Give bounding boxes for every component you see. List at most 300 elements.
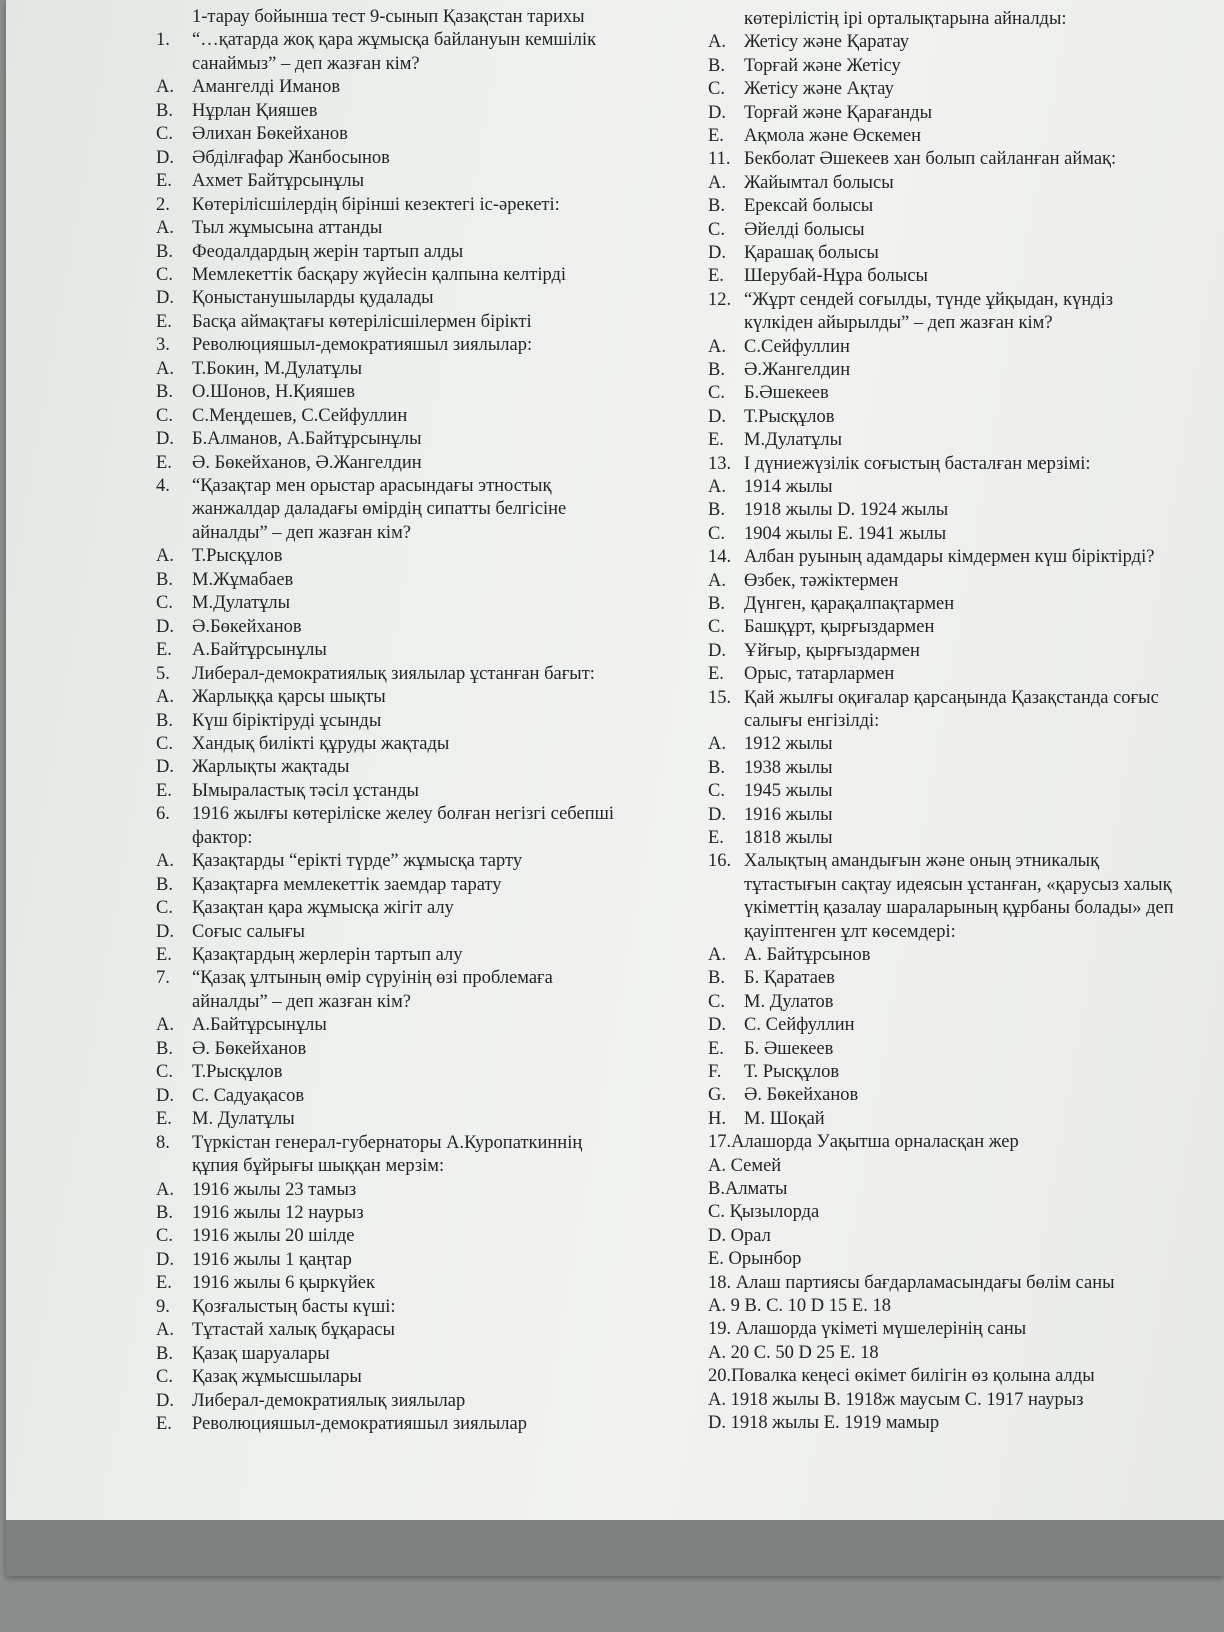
left-column-line — [156, 53, 420, 75]
right-column-line — [708, 1131, 1019, 1153]
item-text: Орыс, татарлармен — [744, 664, 895, 685]
left-column-line — [156, 1179, 356, 1201]
right-column-line — [708, 1412, 939, 1434]
item-label: D. — [708, 1015, 726, 1036]
item-label: A. — [708, 570, 726, 591]
item-text: Либерал-демократиялық зиялылар ұстанған бағыт: — [192, 663, 595, 684]
item-text: Ә.Бөкейханов — [192, 616, 302, 637]
right-column-line — [708, 102, 932, 124]
item-text: Т. Рысқұлов — [744, 1062, 840, 1082]
right-column-line — [708, 1155, 781, 1177]
item-text: Жетісу және Қаратау — [744, 32, 910, 53]
right-column-line — [708, 172, 894, 194]
item-label: B. — [708, 757, 725, 778]
item-text: М.Дулатұлы — [192, 593, 291, 614]
right-column-line — [708, 195, 873, 217]
item-text: санаймыз” – деп жазған кім? — [192, 53, 420, 74]
item-text: Т.Рысқұлов — [192, 1062, 283, 1083]
right-column-line — [708, 523, 946, 545]
left-column-line — [156, 803, 614, 825]
left-column-line — [156, 264, 566, 286]
right-column-line — [708, 804, 833, 826]
left-column-line — [156, 428, 422, 450]
left-column-line — [156, 967, 553, 989]
left-column-line — [156, 1413, 527, 1435]
item-text: 1916 жылы 12 наурыз — [192, 1202, 364, 1223]
item-text: А.Байтұрсынұлы — [192, 640, 327, 661]
right-column-line — [708, 757, 833, 779]
left-column-line — [156, 1272, 375, 1294]
item-label: A. — [708, 477, 726, 497]
item-label: A. — [708, 336, 726, 357]
item-text: Күш біріктіруді ұсынды — [192, 710, 382, 731]
item-label: D. — [156, 288, 174, 309]
item-text: 18. Алаш партиясы бағдарламасындағы бөлім саны — [708, 1272, 1115, 1293]
item-label: A. — [156, 1179, 174, 1200]
left-column-line — [156, 1061, 282, 1083]
item-label: B. — [708, 55, 725, 76]
left-column-line — [156, 1108, 295, 1130]
right-column-line — [708, 336, 850, 358]
right-column-line — [708, 967, 835, 989]
item-text: Ә.Жангелдин — [744, 360, 851, 380]
item-text: Өзбек, тәжіктермен — [744, 570, 899, 591]
left-column-line — [156, 874, 502, 896]
item-label: C. — [156, 1367, 173, 1388]
item-text: Бекболат Әшекеев хан болып сайланған аймақ: — [744, 149, 1117, 170]
item-text: Революцияшыл-демократияшыл зиялылар: — [192, 335, 533, 356]
right-column-line — [708, 1318, 1026, 1340]
item-text: 1916 жылғы көтеріліске желеу болған негізгі себепші — [192, 804, 614, 825]
right-column-line — [708, 616, 934, 638]
item-text: 1818 жылы — [744, 828, 833, 848]
item-label: E. — [708, 664, 724, 685]
item-text: Т.Бокин, М.Дулатұлы — [192, 358, 363, 379]
item-text: “…қатарда жоқ қара жұмысқа байлануын кемшілік — [192, 30, 597, 51]
left-column-line — [156, 897, 454, 919]
item-label: H. — [708, 1108, 726, 1129]
item-label: A. — [708, 32, 726, 53]
item-text: Әбділғафар Жанбосынов — [192, 147, 390, 168]
item-text: 1916 жылы 6 қыркүйек — [192, 1273, 376, 1294]
item-text: Ахмет Байтұрсынұлы — [192, 171, 365, 192]
item-label: D. — [708, 406, 726, 427]
right-column-line — [708, 827, 833, 849]
item-text: қауіптенген ұлт көсемдері: — [744, 921, 956, 942]
item-text: Көтерілісшілердің бірінші кезектегі іс-әрекеті: — [192, 194, 560, 215]
item-text: Ә. Бөкейханов — [192, 1038, 307, 1059]
item-label: E. — [708, 828, 724, 848]
left-column-line — [156, 616, 302, 638]
right-column-line — [708, 1038, 833, 1060]
item-text: Тұтастай халық бұқарасы — [192, 1320, 395, 1341]
left-column-line — [156, 850, 522, 872]
right-column-line — [708, 640, 920, 662]
item-label: C. — [708, 617, 725, 638]
item-text: Жетісу және Ақтау — [744, 79, 894, 100]
item-text: үкіметтің қазалау шараларының құрбаны болады» деп — [744, 898, 1174, 919]
left-column-line — [156, 287, 434, 309]
item-label: B. — [156, 1202, 173, 1223]
item-label: E. — [156, 780, 172, 801]
item-text: Жарлықты жақтады — [192, 757, 350, 778]
item-text: Б. Әшекеев — [744, 1038, 834, 1059]
left-column-line — [156, 827, 252, 849]
item-label: D. — [708, 102, 726, 123]
item-label: E. — [156, 1414, 172, 1434]
item-text: “Жұрт сендей соғылды, түнде ұйқыдан, күндіз — [744, 289, 1114, 310]
right-column-line — [708, 125, 921, 147]
right-column-line — [708, 1061, 839, 1083]
item-text: айналды” – деп жазған кім? — [192, 991, 411, 1012]
item-text: Шерубай-Нұра болысы — [744, 266, 928, 287]
right-column-line — [708, 499, 948, 521]
item-label: B. — [708, 968, 725, 989]
item-label: 1. — [156, 30, 170, 51]
item-text: Ә. Бөкейханов — [744, 1085, 859, 1106]
right-column-line — [708, 219, 865, 241]
left-column-line — [156, 733, 449, 755]
item-text: Қазақтардың жерлерін тартып алу — [192, 945, 463, 965]
item-text: көтерілістің ірі орталықтарына айналды: — [744, 9, 1067, 29]
item-label: G. — [708, 1085, 726, 1106]
item-label: C. — [708, 991, 725, 1012]
item-label: 12. — [708, 289, 732, 310]
right-column-line — [708, 897, 1174, 919]
item-text: Нұрлан Қияшев — [192, 100, 318, 121]
item-label: D. — [708, 640, 726, 661]
item-text: 19. Алашорда үкіметі мүшелерінің саны — [708, 1319, 1027, 1340]
item-text: фактор: — [192, 827, 253, 848]
item-text: A. Семей — [708, 1155, 782, 1176]
right-column-line — [708, 78, 894, 100]
item-text: “Қазақтар мен орыстар арасындағы этностық — [192, 476, 552, 496]
item-label: E. — [156, 945, 172, 965]
item-text: тұтастығын сақтау идеясын ұстанған, «қарусыз халық — [744, 874, 1172, 895]
item-label: A. — [156, 1320, 174, 1341]
left-column-line — [156, 170, 364, 192]
item-text: Қазақ шаруалары — [192, 1343, 330, 1364]
item-label: A. — [708, 734, 726, 755]
left-column-line — [156, 1366, 362, 1388]
item-label: C. — [708, 383, 725, 404]
item-label: E. — [156, 171, 172, 192]
item-label: C. — [708, 79, 725, 100]
item-label: E. — [708, 126, 724, 146]
item-text: А.Байтұрсынұлы — [192, 1015, 327, 1036]
item-label: E. — [708, 430, 724, 451]
right-column-line — [708, 148, 1116, 170]
left-column-line — [156, 358, 362, 380]
item-text: М. Дулатов — [744, 991, 834, 1012]
item-text: Жайымтал болысы — [744, 172, 894, 193]
item-text: Басқа аймақтағы көтерілісшілермен бірікті — [192, 311, 532, 332]
left-column-line — [156, 217, 382, 239]
item-text: A. 20 C. 50 D 25 E. 18 — [708, 1342, 879, 1363]
left-column-line — [156, 241, 463, 263]
item-text: Торғай және Жетісу — [744, 55, 901, 76]
item-text: Ерексай болысы — [744, 196, 874, 217]
item-text: 1912 жылы — [744, 734, 833, 755]
item-label: B. — [708, 500, 725, 521]
item-text: Қоныстанушыларды қудалады — [192, 288, 434, 309]
item-text: 1916 жылы 23 тамыз — [192, 1179, 357, 1200]
item-text: Ымыраластық тәсіл ұстанды — [192, 780, 419, 801]
item-label: D. — [156, 147, 174, 168]
item-label: 15. — [708, 687, 732, 708]
item-label: 7. — [156, 968, 170, 989]
item-text: О.Шонов, Н.Қияшев — [192, 382, 355, 403]
right-column-line — [708, 406, 834, 428]
right-column-line — [708, 429, 842, 451]
item-text: Революцияшыл-демократияшыл зиялылар — [192, 1414, 527, 1434]
item-label: A. — [156, 1015, 174, 1036]
item-label: D. — [156, 1249, 174, 1270]
item-label: D. — [156, 1390, 174, 1411]
item-text: күлкіден айырылды” – деп жазған кім? — [744, 313, 1053, 334]
right-column-line — [708, 1014, 855, 1036]
item-label: C. — [708, 781, 725, 802]
item-label: B. — [708, 196, 725, 217]
item-text: Қазақтарды “ерікті түрде” жұмысқа тарту — [192, 851, 523, 872]
right-column-line — [708, 382, 829, 404]
right-column-line — [708, 850, 1099, 872]
item-label: 9. — [156, 1296, 170, 1317]
left-column-line — [156, 6, 585, 28]
item-text: 1914 жылы — [744, 477, 833, 497]
item-text: Әлихан Бөкейханов — [192, 124, 348, 145]
item-text: А. Байтұрсынов — [744, 945, 871, 965]
item-text: айналды” – деп жазған кім? — [192, 522, 411, 543]
item-label: B. — [708, 594, 725, 614]
left-column-line — [156, 1132, 582, 1154]
item-label: 16. — [708, 851, 732, 872]
item-text: С. Садуақасов — [192, 1085, 305, 1106]
item-text: М. Дулатұлы — [192, 1109, 295, 1130]
item-label: 5. — [156, 663, 170, 684]
right-column-line — [708, 359, 850, 381]
item-label: A. — [156, 358, 174, 379]
left-column-line — [156, 381, 355, 403]
item-text: D. 1918 жылы E. 1919 мамыр — [708, 1413, 940, 1433]
item-label: B. — [156, 874, 173, 895]
item-text: “Қазақ ұлтының өмір сүруінің өзі проблемаға — [192, 968, 553, 989]
right-column-line — [708, 8, 1067, 30]
right-column-line — [708, 1084, 858, 1106]
item-text: М.Дулатұлы — [744, 430, 843, 451]
item-text: Албан руының адамдары кімдермен күш біріктірді? — [744, 547, 1155, 568]
left-column-line — [156, 1249, 352, 1271]
item-text: Дүнген, қарақалпақтармен — [744, 594, 955, 614]
item-text: Т.Рысқұлов — [192, 546, 283, 567]
left-column-line — [156, 311, 532, 333]
item-text: Амангелді Иманов — [192, 77, 341, 98]
left-column-line — [156, 498, 566, 520]
item-label: C. — [156, 124, 173, 145]
left-column-line — [156, 991, 411, 1013]
item-text: М.Жұмабаев — [192, 569, 294, 590]
item-label: A. — [156, 218, 174, 239]
item-text: Халықтың амандығын және оның этникалық — [744, 851, 1100, 872]
left-column-line — [156, 592, 290, 614]
item-text: М. Шоқай — [744, 1108, 825, 1129]
item-label: C. — [156, 1226, 173, 1247]
right-column-line — [708, 921, 956, 943]
left-column-line — [156, 663, 595, 685]
left-column-line — [156, 1202, 364, 1224]
item-label: C. — [156, 733, 173, 754]
item-text: 1-тарау бойынша тест 9-сынып Қазақстан тарихы — [192, 7, 585, 27]
right-column-line — [708, 780, 833, 802]
item-label: A. — [708, 172, 726, 193]
item-text: құпия бұйрығы шыққан мерзім: — [192, 1156, 445, 1177]
item-label: 2. — [156, 194, 170, 215]
item-text: С.Меңдешев, С.Сейфуллин — [192, 405, 408, 426]
item-text: Либерал-демократиялық зиялылар — [192, 1390, 466, 1411]
item-label: E. — [708, 266, 724, 287]
item-label: E. — [156, 452, 172, 473]
right-column-line — [708, 991, 834, 1013]
right-column-line — [708, 663, 894, 685]
item-text: 1904 жылы E. 1941 жылы — [744, 523, 947, 544]
item-label: C. — [708, 219, 725, 240]
item-text: A. 1918 жылы B. 1918ж маусым C. 1917 наурыз — [708, 1389, 1084, 1410]
item-text: I дүниежүзілік соғыстың басталған мерзімі: — [744, 453, 1091, 474]
right-column-line — [708, 1389, 1083, 1411]
item-text: Ә. Бөкейханов, Ә.Жангелдин — [192, 452, 422, 473]
left-column-line — [156, 475, 551, 497]
item-text: Хандық билікті құруды жақтады — [192, 733, 450, 754]
item-label: E. — [156, 311, 172, 332]
item-text: Қарашақ болысы — [744, 243, 879, 263]
left-column-line — [156, 29, 596, 51]
item-label: E. — [156, 1109, 172, 1130]
item-label: C. — [156, 264, 173, 285]
item-label: C. — [708, 523, 725, 544]
item-text: 1916 жылы — [744, 804, 833, 825]
item-label: B. — [156, 1343, 173, 1364]
test-sheet — [6, 0, 1224, 1576]
item-text: Мемлекеттік басқару жүйесін қалпына келтірді — [192, 264, 567, 285]
item-label: D. — [156, 757, 174, 778]
left-column-line — [156, 194, 560, 216]
left-column-line — [156, 522, 411, 544]
item-label: F. — [708, 1062, 722, 1082]
item-text: Қазақтан қара жұмысқа жігіт алу — [192, 898, 454, 919]
item-text: Қазақ жұмысшылары — [192, 1367, 362, 1388]
left-column-line — [156, 756, 349, 778]
right-column-line — [708, 1365, 1095, 1387]
right-column-line — [708, 687, 1159, 709]
item-label: A. — [156, 546, 174, 567]
left-column-line — [156, 639, 327, 661]
item-text: Соғыс салығы — [192, 921, 305, 942]
right-column-line — [708, 476, 833, 498]
item-label: D. — [156, 616, 174, 637]
item-text: Әйелді болысы — [744, 219, 865, 240]
item-label: 8. — [156, 1132, 170, 1153]
left-column-line — [156, 1155, 444, 1177]
item-text: Қазақтарға мемлекеттік заемдар тарату — [192, 874, 502, 895]
left-column-line — [156, 452, 422, 474]
right-column-line — [708, 1108, 825, 1130]
item-text: C. Қызылорда — [708, 1202, 820, 1223]
left-column-line — [156, 334, 532, 356]
left-column-line — [156, 780, 419, 802]
item-text: 1916 жылы 1 қаңтар — [192, 1249, 352, 1270]
item-text: Т.Рысқұлов — [744, 406, 835, 427]
item-text: Қай жылғы оқиғалар қарсаңында Қазақстанда соғыс — [744, 687, 1159, 708]
left-column-line — [156, 921, 305, 943]
item-text: жанжалдар даладағы өмірдің сипатты белгісіне — [192, 499, 567, 520]
item-label: D. — [156, 1085, 174, 1106]
item-text: Башқұрт, қырғыздармен — [744, 617, 935, 638]
right-column-line — [708, 1178, 787, 1200]
right-column-line — [708, 312, 1053, 334]
right-column-line — [708, 1225, 771, 1247]
left-column-line — [156, 147, 390, 169]
item-label: A. — [708, 945, 726, 965]
item-label: B. — [156, 569, 173, 590]
item-text: Ақмола және Өскемен — [744, 126, 921, 146]
item-text: Б.Әшекеев — [744, 383, 829, 404]
left-column-line — [156, 710, 381, 732]
item-text: 1916 жылы 20 шілде — [192, 1226, 355, 1247]
left-column-line — [156, 545, 282, 567]
right-column-line — [708, 453, 1091, 475]
item-text: 1938 жылы — [744, 757, 833, 778]
item-label: B. — [708, 360, 725, 380]
item-text: 1945 жылы — [744, 781, 833, 802]
item-label: B. — [156, 710, 173, 731]
item-label: E. — [708, 1038, 724, 1059]
item-label: A. — [156, 77, 174, 98]
left-column-line — [156, 686, 386, 708]
item-text: салығы енгізілді: — [744, 711, 880, 731]
right-column-line — [708, 242, 879, 264]
item-label: 14. — [708, 547, 732, 568]
left-column-line — [156, 569, 293, 591]
right-column-line — [708, 874, 1172, 896]
item-label: 6. — [156, 804, 170, 825]
item-label: A. — [156, 851, 174, 872]
item-text: D. Орал — [708, 1225, 771, 1246]
left-column-line — [156, 1343, 330, 1365]
item-text: 1918 жылы D. 1924 жылы — [744, 500, 949, 521]
item-text: С. Сейфуллин — [744, 1015, 855, 1036]
item-label: C. — [156, 1062, 173, 1083]
item-label: C. — [156, 593, 173, 614]
right-column-line — [708, 546, 1154, 568]
left-column-line — [156, 1038, 306, 1060]
left-column-line — [156, 76, 340, 98]
item-text: Тыл жұмысына аттанды — [192, 218, 383, 239]
item-text: Жарлыққа қарсы шықты — [192, 687, 386, 708]
item-text: Б. Қаратаев — [744, 968, 835, 989]
right-column-line — [708, 1342, 879, 1364]
item-text: С.Сейфуллин — [744, 336, 850, 357]
item-label: 3. — [156, 335, 170, 356]
item-text: Торғай және Қарағанды — [744, 102, 933, 123]
item-text: Қозғалыстың басты күші: — [192, 1296, 396, 1317]
item-label: D. — [156, 429, 174, 450]
right-column-line — [708, 1248, 801, 1270]
item-label: B. — [156, 241, 173, 262]
left-column-line — [156, 1319, 395, 1341]
right-column-line — [708, 55, 901, 77]
item-label: C. — [156, 898, 173, 919]
right-column-line — [708, 944, 870, 966]
